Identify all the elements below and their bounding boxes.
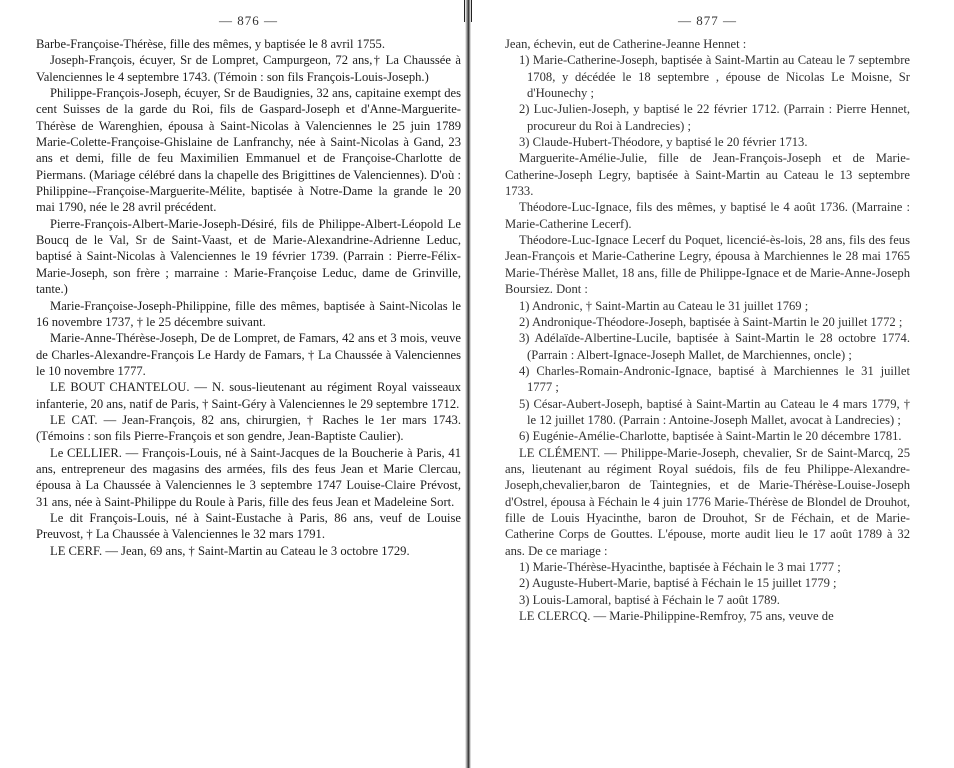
- entry-paragraph: Marie-Françoise-Joseph-Philippine, fille des mêmes, baptisée à Saint-Nicolas le 16 novembre 1737, † le 25 décembre suivant.: [36, 298, 461, 329]
- entry-paragraph: LE CERF. — Jean, 69 ans, † Saint-Martin au Cateau le 3 octobre 1729.: [50, 543, 410, 558]
- entry-paragraph: LE CLÉMENT. — Philippe-Marie-Joseph, chevalier, Sr de Saint-Marcq, 25 ans, lieutenant au régiment Royal suédois, fils de feu Philippe-Alexandre-Joseph,chevalier,baron de Taintegnies, et de Marie-Thérèse-Louise-Joseph d'Ostrel, épousa à Féchain le 4 juin 1776 Marie-Thérèse de Blondel de Drouhot, fille de Louis Hyacinthe, baron de Drouhot, Sr de Féchain, et de Marie-Catherine Corps de Gouttes. L'épouse, morte audit lieu le 17 août 1789 à 32 ans. De ce mariage :: [505, 445, 910, 558]
- page-gutter: [465, 0, 471, 768]
- page-number: — 876 —: [219, 13, 278, 28]
- entry-paragraph: Philippe-François-Joseph, écuyer, Sr de Baudignies, 32 ans, capitaine exempt des cent Suisses de la garde du Roi, fils de Gaspard-Joseph et d'Anne-Marguerite- Thérèse de Warenghien, épousa à Saint-Nicolas à Valenciennes le 25 juin 1789 Marie-Colette-Françoise-Ghislaine de Lanfranchy, née à Saint-Nicolas à Gand, 23 ans et demi, fille de feu Maximilien Emmanuel et de Françoise-Charlotte de Piermans. (Mariage célébré dans la chapelle des Brigittines de Valenciennes). D'où : Philippine--Françoise-Marguerite-Mélite, baptisée à Notre-Dame la grande le 20 mai 1790, née le 28 avril précédent.: [36, 86, 461, 215]
- entry-paragraph: Théodore-Luc-Ignace Lecerf du Poquet, licencié-ès-lois, 28 ans, fils des feus Jean-François et Marie-Catherine Legry, épousa à Marchiennes le 28 mai 1765 Marie-Thérèse Mallet, 18 ans, fille de Philippe-Ignace et de Marie-Anne-Joseph Boursiez. Dont :: [505, 233, 910, 297]
- entry-paragraph: LE CLERCQ. — Marie-Philippine-Remfroy, 75 ans, veuve de: [519, 609, 834, 624]
- entry-paragraph: Jean, échevin, eut de Catherine-Jeanne Hennet :: [505, 37, 747, 51]
- child-entry: 1) Marie-Catherine-Joseph, baptisée à Saint-Martin au Cateau le 7 septembre 1708, y décédée le 18 septembre , épouse de Nicolas Le Moisne, Sr d'Hounechy ;: [519, 53, 910, 101]
- entry-paragraph: Le dit François-Louis, né à Saint-Eustache à Paris, 86 ans, veuf de Louise Preuvost, † La Chaussée à Valenciennes le 32 mars 1791.: [36, 510, 461, 542]
- page-number: — 877 —: [678, 13, 737, 28]
- child-entry: 3) Adélaïde-Albertine-Lucile, baptisée à Saint-Martin le 28 octobre 1774. (Parrain : Albert-Ignace-Joseph Mallet, de Marchiennes, oncle) ;: [519, 331, 910, 362]
- child-entry: 6) Eugénie-Amélie-Charlotte, baptisée à Saint-Martin le 20 décembre 1781.: [519, 429, 902, 444]
- child-entry: 2) Auguste-Hubert-Marie, baptisé à Féchain le 15 juillet 1779 ;: [519, 576, 837, 591]
- right-page: [477, 0, 954, 768]
- child-entry: 3) Louis-Lamoral, baptisé à Féchain le 7 août 1789.: [519, 592, 780, 607]
- entry-paragraph: Théodore-Luc-Ignace, fils des mêmes, y baptisé le 4 août 1736. (Marraine : Marie-Catherine Lecerf).: [505, 200, 910, 231]
- entry-paragraph: Joseph-François, écuyer, Sr de Lompret, Campurgeon, 72 ans,† La Chaussée à Valenciennes le 4 septembre 1743. (Témoin : son fils François-Louis-Joseph.): [36, 53, 461, 84]
- entry-paragraph: Marguerite-Amélie-Julie, fille de Jean-François-Joseph et de Marie-Catherine-Joseph Legry, baptisée à Saint-Martin au Cateau le 13 septembre 1733.: [505, 151, 910, 199]
- child-entry: 1) Marie-Thérèse-Hyacinthe, baptisée à Féchain le 3 mai 1777 ;: [519, 560, 841, 574]
- entry-list: [36, 36, 461, 559]
- entry-paragraph: Le CELLIER. — François-Louis, né à Saint-Jacques de la Boucherie à Paris, 41 ans, entrepreneur des magasins des armées, fils des feus Jean et Marie Clercau, épousa à La Chaussée à Valenciennes le 3 septembre 1747 Louise-Claire Prévost, 31 ans, née à Saint-Philippe du Roule à Paris, fille des feus Jean et Madeleine Sort.: [36, 445, 461, 509]
- child-entry: 5) César-Aubert-Joseph, baptisé à Saint-Martin au Cateau le 4 mars 1779, † le 12 juillet 1780. (Parrain : Antoine-Joseph Mallet, avocat à Landrecies) ;: [519, 396, 910, 427]
- child-entry: 2) Andronique-Théodore-Joseph, baptisée à Saint-Martin le 20 juillet 1772 ;: [519, 314, 903, 329]
- child-entry: 4) Charles-Romain-Andronic-Ignace, baptisé à Marchiennes le 31 juillet 1777 ;: [519, 363, 910, 395]
- child-entry: 2) Luc-Julien-Joseph, y baptisé le 22 février 1712. (Parrain : Pierre Hennet, procureur du Roi à Landrecies) ;: [519, 102, 910, 133]
- entry-paragraph: LE BOUT CHANTELOU. — N. sous-lieutenant au régiment Royal vaisseaux infanterie, 20 ans, natif de Paris, † Saint-Géry à Valenciennes le 29 septembre 1712.: [36, 380, 461, 411]
- entry-list: [505, 36, 910, 624]
- child-entry: 1) Andronic, † Saint-Martin au Cateau le 31 juillet 1769 ;: [519, 298, 809, 313]
- child-entry: 3) Claude-Hubert-Théodore, y baptisé le 20 février 1713.: [519, 135, 808, 150]
- entry-paragraph: LE CAT. — Jean-François, 82 ans, chirurgien, † Raches le 1er mars 1743. (Témoins : son fils Pierre-François et son gendre, Jean-Baptiste Caulier).: [36, 412, 461, 444]
- entry-paragraph: Barbe-Françoise-Thérèse, fille des mêmes, y baptisée le 8 avril 1755.: [36, 37, 386, 51]
- entry-paragraph: Pierre-François-Albert-Marie-Joseph-Désiré, fils de Philippe-Albert-Léopold Le Boucq de le Val, Sr de Saint-Vaast, et de Marie-Alexandrine-Adrienne Leduc, baptisé à Saint-Nicolas à Valenciennes le 19 février 1739. (Parrain : Pierre-Félix-Marie-Joseph, son frère ; marraine : Marie-Françoise Leduc, dame de Grinville, tante.): [36, 216, 461, 297]
- entry-paragraph: Marie-Anne-Thérèse-Joseph, De de Lompret, de Famars, 42 ans et 3 mois, veuve de Charles-Alexandre-François Le Hardy de Famars, † La Chaussée à Valenciennes le 10 novembre 1777.: [36, 331, 461, 378]
